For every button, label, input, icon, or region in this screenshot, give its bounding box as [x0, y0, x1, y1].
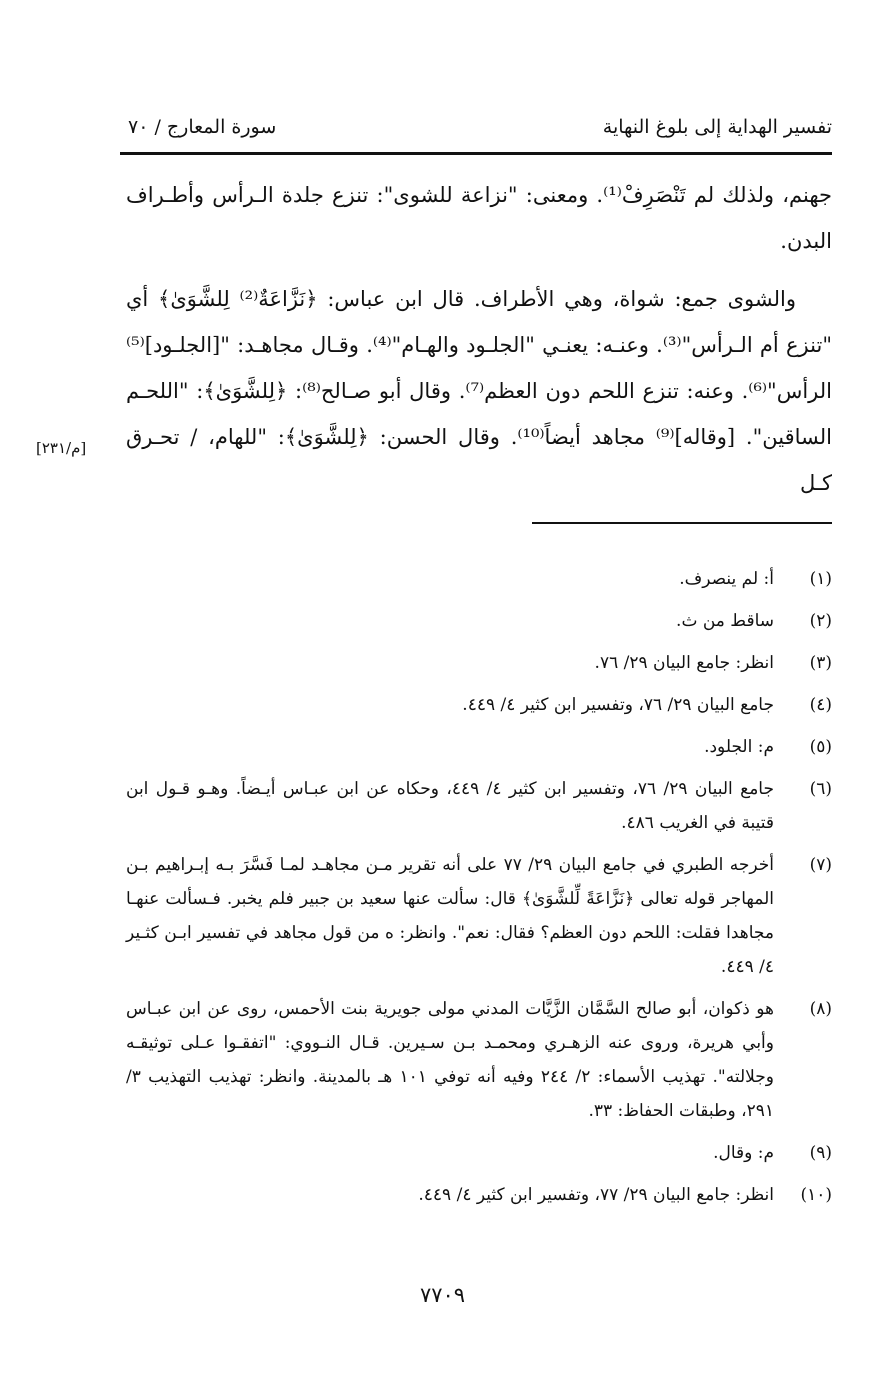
footnote-text: انظر: جامع البيان ٢٩/ ٧٦. — [594, 653, 774, 673]
footnote-separator — [532, 522, 832, 524]
footnote-4 — [126, 688, 832, 722]
footnote-number: (٩) — [809, 1143, 832, 1163]
footnote-text: انظر: جامع البيان ٢٩/ ٧٧، وتفسير ابن كثير ٤/ ٤٤٩. — [418, 1185, 774, 1205]
paragraph-1: جهنم، ولذلك لم تَنْصَرِفْ⁽¹⁾. ومعنى: "نزاعة للشوى": تنزع جلدة الـرأس وأطـراف البدن. — [126, 183, 832, 253]
footnote-number: (٦) — [809, 779, 832, 799]
footnote-5 — [126, 730, 832, 764]
running-header — [120, 112, 832, 148]
footnote-number: (١) — [809, 569, 832, 589]
manuscript-folio-marker: [م/٢٣١] — [36, 439, 87, 457]
footnote-1 — [126, 562, 832, 596]
surah-page-label: سورة المعارج / ٧٠ — [128, 116, 277, 138]
footnote-number: (٨) — [809, 999, 832, 1019]
footnote-text: هو ذكوان، أبو صالح السَّمَّان الزَّيَّات المدني مولى جويرية بنت الأحمس، روى عن ابن عبـاس وأبي هريرة، وروى عنه الزهـري ومحمـد بـن سـيرين. قـال النـووي: "اتفقـوا عـلى توثيقـه وجلالته". تهذيب الأسماء: ٢/ ٢٤٤ وفيه أنه توفي ١٠١ هـ بالمدينة. وانظر: تهذيب التهذيب ٣/ ٢٩١، وطبقات الحفاظ: ٣٣. — [126, 999, 774, 1121]
footnotes — [126, 562, 832, 1220]
page-number: ٧٧٠٩ — [419, 1283, 466, 1307]
footnote-7 — [126, 848, 832, 984]
footnote-number: (٢) — [809, 611, 832, 631]
footnote-6 — [126, 772, 832, 840]
footnote-3 — [126, 646, 832, 680]
footnote-9 — [126, 1136, 832, 1170]
footnote-number: (٥) — [809, 737, 832, 757]
footnote-number: (٣) — [809, 653, 832, 673]
footnote-text: جامع البيان ٢٩/ ٧٦، وتفسير ابن كثير ٤/ ٤٤٩، وحكاه عن ابن عبـاس أيـضاً. وهـو قـول ابن قتيبة في الغريب ٤٨٦. — [126, 779, 774, 833]
footnote-text: م: وقال. — [713, 1143, 774, 1163]
footnote-number: (٤) — [809, 695, 832, 715]
footnote-text: أ: لم ينصرف. — [679, 569, 774, 589]
footnote-text: أخرجه الطبري في جامع البيان ٢٩/ ٧٧ على أنه تقرير مـن مجاهـد لمـا فَسَّرَ بـه إبـراهيم بـن المهاجر قوله تعالى ﴿نَزَّاعَةً لِّلشَّوَىٰ﴾ قال: سألت عنها سعيد بن جبير فلم يخبر. فـسألت عنهـا مجاهدا فقلت: اللحم دون العظم؟ فقال: نعم". وانظر: ه من قول مجاهد في تفسير ابـن كثـير ٤/ ٤٤٩. — [126, 855, 774, 977]
footnote-number: (٧) — [809, 855, 832, 875]
footnote-10 — [126, 1178, 832, 1212]
footnote-text: جامع البيان ٢٩/ ٧٦، وتفسير ابن كثير ٤/ ٤٤٩. — [462, 695, 774, 715]
footnote-2 — [126, 604, 832, 638]
footnote-8 — [126, 992, 832, 1128]
footnote-text: م: الجلود. — [704, 737, 774, 757]
footnote-text: ساقط من ث. — [676, 611, 774, 631]
book-title: تفسير الهداية إلى بلوغ النهاية — [602, 116, 832, 138]
main-text — [126, 172, 832, 506]
paragraph-2: والشوى جمع: شواة، وهي الأطراف. قال ابن عباس: ﴿نَزَّاعَةٌ⁽²⁾ لِلشَّوَىٰ﴾ أي "تنزع أم الـرأس"⁽³⁾. وعنـه: يعنـي "الجلـود والهـام"⁽⁴⁾. وقـال مجاهـد: "[الجلـود]⁽⁵⁾ الرأس"⁽⁶⁾. وعنه: تنزع اللحم دون العظم⁽⁷⁾. وقال أبو صـالح⁽⁸⁾: ﴿لِلشَّوَىٰ﴾: "اللحـم الساقين". [وقاله]⁽⁹⁾ مجاهد أيضاً⁽¹⁰⁾. وقال الحسن: ﴿لِلشَّوَىٰ﴾: "للهام، / تحـرق كـل — [126, 287, 832, 495]
header-rule — [120, 152, 832, 155]
footnote-number: (١٠) — [800, 1185, 832, 1205]
